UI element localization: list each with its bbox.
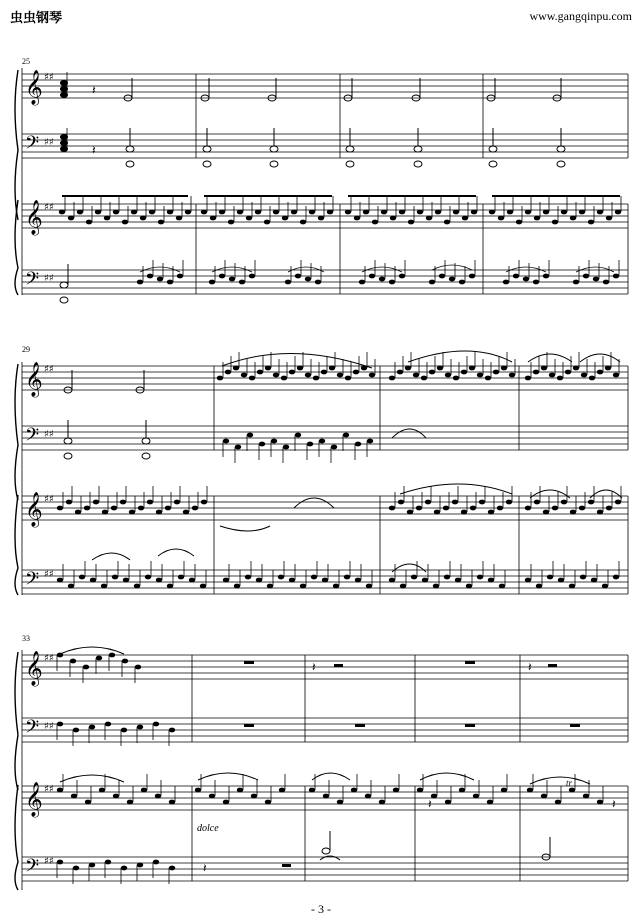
svg-text:𝄽: 𝄽 [203,861,207,875]
measure-number-25: 25 [22,57,30,66]
svg-text:𝄽: 𝄽 [428,797,432,811]
bass-clef-icon: 𝄢 [25,269,40,294]
measure-number-33: 33 [22,634,30,643]
treble-clef-icon: 𝄞 [25,70,43,105]
key-signature-sharps: ♯♯ [44,137,54,148]
system-3 [15,634,628,890]
key-signature-sharps: ♯♯ [44,273,54,284]
svg-text:♯♯: ♯♯ [44,653,54,664]
svg-text:♯♯: ♯♯ [44,569,54,580]
site-name: 虫虫钢琴 [10,11,63,26]
treble-clef-icon: 𝄞 [25,200,43,235]
treble-clef-icon: 𝄞 [25,362,43,397]
bass-clef-icon: 𝄢 [25,856,40,881]
svg-text:♯♯: ♯♯ [44,429,54,440]
svg-text:♯♯: ♯♯ [44,494,54,505]
treble-clef-icon: 𝄞 [25,492,43,527]
system-2 [15,345,628,595]
system-1 [15,57,628,303]
page-number: - 3 - [311,902,331,916]
svg-text:𝄽: 𝄽 [92,83,96,97]
svg-text:𝄽: 𝄽 [92,143,96,157]
dolce-marking: dolce [197,823,219,834]
svg-text:𝄽: 𝄽 [312,660,316,674]
svg-text:♯♯: ♯♯ [44,364,54,375]
svg-text:♯♯: ♯♯ [44,721,54,732]
bass-clef-icon: 𝄢 [25,133,40,158]
key-signature-sharps: ♯♯ [44,202,54,213]
trill-marking: tr [566,778,573,788]
bass-clef-icon: 𝄢 [25,569,40,594]
bass-clef-icon: 𝄢 [25,717,40,742]
svg-text:𝄽: 𝄽 [612,797,616,811]
treble-clef-icon: 𝄞 [25,651,43,686]
treble-clef-icon: 𝄞 [25,782,43,817]
site-url: www.gangqinpu.com [529,9,632,23]
svg-text:♯♯: ♯♯ [44,856,54,867]
svg-text:𝄽: 𝄽 [528,660,532,674]
svg-text:♯♯: ♯♯ [44,784,54,795]
key-signature-sharps: ♯♯ [44,72,54,83]
measure-number-29: 29 [22,345,30,354]
bass-clef-icon: 𝄢 [25,425,40,450]
